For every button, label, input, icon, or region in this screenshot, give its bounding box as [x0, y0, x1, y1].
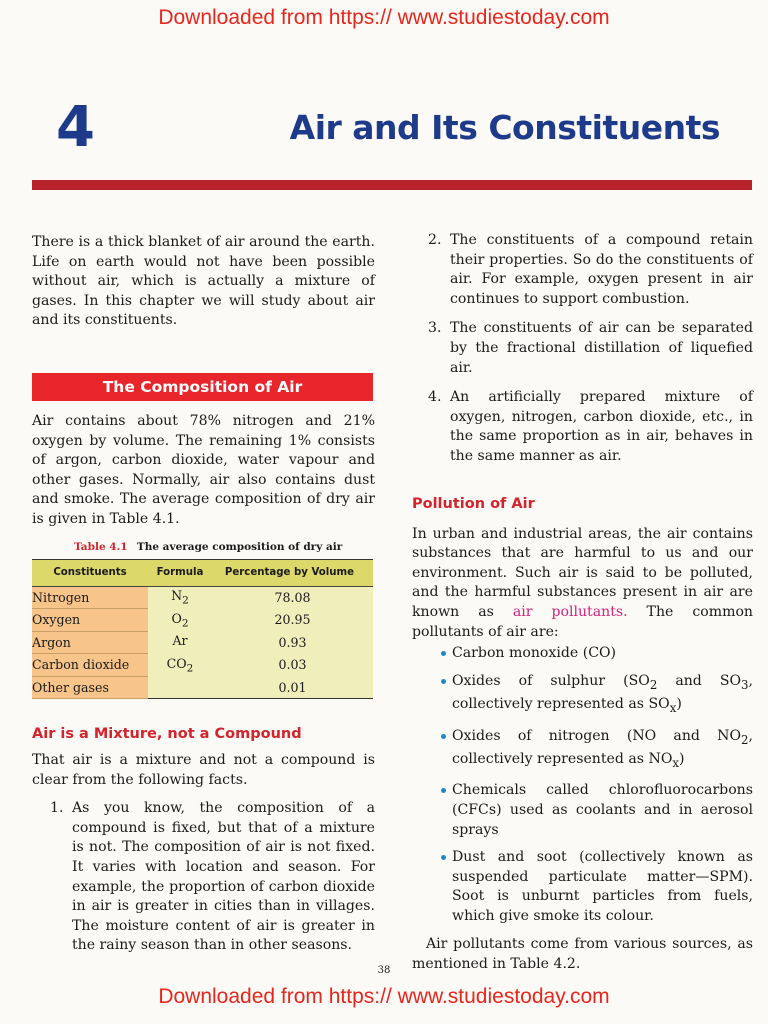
list-item-text: The constituents of air can be separated by the fractional distillation of liquefied air.: [450, 320, 753, 376]
bullet-icon: [441, 855, 446, 860]
table-cell-formula: $N_2$: [148, 586, 212, 609]
pollutant-text: Chemicals called chlorofluorocarbons (CFCs) used as coolants and in aerosol sprays: [452, 782, 753, 838]
list-item: [412, 231, 753, 309]
watermark-bottom[interactable]: Downloaded from https:// www.studiestoday.com: [158, 985, 610, 1008]
table-cell-percentage: 0.03: [212, 654, 373, 677]
table-row: [32, 654, 373, 677]
pollutant-text: Oxides of nitrogen (NO and $NO_2$, collectively represented as $NO_x$): [452, 727, 753, 770]
page-number: 38: [377, 965, 391, 976]
table-header-row: [32, 559, 373, 586]
watermark-top[interactable]: Downloaded from https:// www.studiestoday.com: [158, 6, 610, 29]
table-cell-constituent: Nitrogen: [32, 586, 148, 609]
table-caption: [32, 541, 375, 553]
table-cell-percentage: 78.08: [212, 586, 373, 609]
table-row: [32, 586, 373, 609]
intro-paragraph: There is a thick blanket of air around the earth. Life on earth would not have been possible without air, which is actually a mixture of gases. In this chapter we will study about air and its constituents.: [32, 234, 375, 329]
highlight-term: air pollutants.: [512, 603, 628, 620]
list-item-number: 4.: [428, 389, 442, 406]
composition-paragraph: Air contains about 78% nitrogen and 21% oxygen by volume. The remaining 1% consists of argon, carbon dioxide, water vapour and other gases. Normally, air also contains dust and smoke. The average composition of dry air is given in Table 4.1.: [32, 412, 375, 527]
table-cell-constituent: Other gases: [32, 676, 148, 699]
list-item: [412, 319, 753, 378]
composition-table: [32, 559, 373, 700]
right-column: [412, 231, 753, 975]
mixture-intro-paragraph: That air is a mixture and not a compound is clear from the following facts.: [32, 752, 375, 788]
table-header: Formula: [156, 567, 204, 579]
pollution-paragraph: In urban and industrial areas, the air contains substances that are harmful to us and our environment. Such air is said to be polluted, and the harmful substances present in air are known as air pollutants. The common pollutants of air are:: [412, 525, 754, 640]
table-caption-text: The average composition of dry air: [136, 540, 343, 553]
section-heading-pollution: Pollution of Air: [412, 495, 535, 512]
table-row: [32, 609, 373, 632]
pollutant-text: Carbon monoxide (CO): [452, 645, 617, 662]
pollutant-text: Dust and soot (collectively known as suspended particulate matter—SPM). Soot is unburnt particles from fuels, which give smoke its colour.: [452, 849, 753, 924]
table-cell-constituent: Argon: [32, 631, 148, 654]
pollutant-item: [412, 781, 753, 840]
section-banner-composition: The Composition of Air: [32, 373, 373, 401]
list-item-text: As you know, the composition of a compound is fixed, but that of a mixture is not. The composition of air is not fixed. It varies with location and season. For example, the proportion of carbon dioxide in air is greater in cities than in villages. The moisture content of air is greater in the rainy season than in other seasons.: [72, 800, 375, 954]
list-item-text: An artificially prepared mixture of oxygen, nitrogen, carbon dioxide, etc., in the same proportion as in air, behaves in the same manner as air.: [450, 389, 753, 464]
table-cell-percentage: 0.93: [212, 631, 373, 654]
pollutant-text: Oxides of sulphur ($SO_2$ and $SO_3$, collectively represented as $SO_x$): [452, 672, 754, 715]
pollutant-item: [412, 644, 753, 664]
header-rule: [32, 180, 752, 190]
list-item: [412, 388, 753, 466]
list-item-text: The constituents of a compound retain their properties. So do the constituents of air. For example, oxygen present in air continues to support combustion.: [450, 232, 753, 307]
table-cell-percentage: 20.95: [212, 609, 373, 632]
table-header: Constituents: [53, 567, 127, 579]
bullet-icon: [441, 734, 446, 739]
table-row: [32, 676, 373, 699]
table-cell-formula: $CO_2$: [148, 654, 212, 677]
table-cell-formula: [148, 676, 212, 699]
pollutant-item: [412, 672, 753, 719]
chapter-title: Air and Its Constituents: [289, 108, 720, 147]
table-cell-constituent: Oxygen: [32, 609, 148, 632]
list-item: [32, 799, 375, 956]
sources-paragraph: Air pollutants come from various sources, as mentioned in Table 4.2.: [412, 936, 753, 973]
table-cell-percentage: 0.01: [212, 676, 373, 699]
pollutant-item: [412, 848, 753, 926]
table-caption-number: Table 4.1: [74, 540, 128, 553]
table-cell-formula: Ar: [148, 631, 212, 654]
section-heading-mixture: Air is a Mixture, not a Compound: [32, 726, 302, 743]
table-cell-constituent: Carbon dioxide: [32, 654, 148, 677]
bullet-icon: [441, 679, 446, 684]
list-item-number: 3.: [428, 320, 442, 337]
pollutant-item: [412, 727, 753, 774]
bullet-icon: [441, 651, 446, 656]
left-column: [32, 233, 375, 956]
chapter-number: 4: [56, 95, 95, 160]
bullet-icon: [441, 788, 446, 793]
table-row: [32, 631, 373, 654]
list-item-number: 2.: [428, 232, 442, 248]
table-header: Percentage by Volume: [224, 567, 355, 579]
table-cell-formula: $O_2$: [148, 609, 212, 632]
list-item-number: 1.: [50, 800, 64, 817]
